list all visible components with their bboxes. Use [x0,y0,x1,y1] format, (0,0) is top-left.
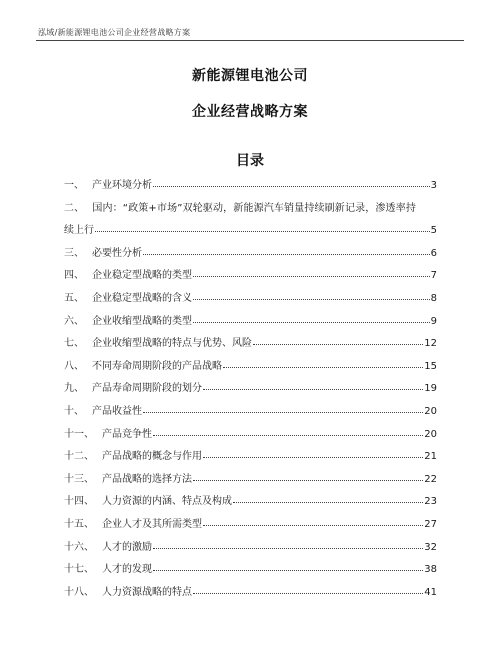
toc-leader-dots [203,379,423,390]
table-of-contents [64,175,437,604]
toc-entry[interactable] [64,424,437,447]
toc-entry-number: 五、 [64,292,84,304]
toc-entry-title: 必要性分析 [92,247,142,259]
toc-entry-number: 十五、 [64,518,94,530]
document-title-line2: 企业经营战略方案 [192,104,308,120]
toc-entry-page: 22 [424,473,437,485]
toc-entry-title-line1: 国内：“政策+市场”双轮驱动，新能源汽车销量持续刷新记录，渗透率持 [92,202,417,214]
toc-leader-dots [193,312,430,323]
toc-heading: 目录 [236,153,264,169]
toc-entry-page: 8 [430,292,437,304]
toc-entry-title: 企业收缩型战略的特点与优势、风险 [92,338,252,350]
toc-entry[interactable] [64,378,437,401]
toc-entry-page: 20 [424,405,437,417]
toc-entry-title: 产品战略的概念与作用 [102,451,202,463]
toc-leader-dots [143,402,423,413]
toc-entry-number: 七、 [64,338,84,350]
toc-entry-page: 38 [424,564,437,576]
header-rule [36,40,464,41]
toc-entry-title: 人才的发现 [102,564,152,576]
toc-entry-title: 企业人才及其所需类型 [102,518,202,530]
toc-entry[interactable] [64,311,437,334]
toc-entry[interactable] [64,491,437,514]
toc-entry[interactable] [64,198,437,221]
toc-entry[interactable] [64,446,437,469]
toc-entry-title: 产品寿命周期阶段的划分 [92,383,202,395]
toc-entry-page: 20 [424,428,437,440]
toc-entry-title: 人力资源战略的特点 [102,586,192,598]
toc-entry-number: 十三、 [64,473,94,485]
toc-entry-page: 21 [424,451,437,463]
toc-leader-dots [153,560,423,571]
toc-entry-number: 六、 [64,315,84,327]
toc-entry-page: 41 [424,586,437,598]
toc-entry-number: 十八、 [64,586,94,598]
toc-entry-number: 八、 [64,360,84,372]
toc-entry-page: 7 [430,270,437,282]
toc-leader-dots [193,583,423,594]
toc-leader-dots [153,425,423,436]
toc-leader-dots [253,334,423,345]
toc-entry-title: 企业稳定型战略的类型 [92,270,192,282]
toc-entry-page: 12 [424,338,437,350]
toc-entry[interactable] [64,265,437,288]
toc-entry[interactable] [64,514,437,537]
toc-entry-title: 企业收缩型战略的类型 [92,315,192,327]
toc-leader-dots [95,221,430,232]
toc-entry-page: 6 [430,247,437,259]
toc-entry-number: 一、 [64,180,84,191]
toc-entry-title: 产业环境分析 [92,180,152,191]
toc-entry-number: 十二、 [64,451,94,463]
toc-entry-page: 9 [430,315,437,327]
toc-entry[interactable] [64,288,437,311]
toc-entry[interactable] [64,175,437,198]
toc-leader-dots [143,244,430,255]
toc-entry-number: 九、 [64,383,84,395]
toc-entry-page: 15 [424,360,437,372]
toc-entry-title: 人才的激励 [102,541,152,553]
toc-entry-title: 产品竞争性 [102,428,152,440]
toc-leader-dots [223,357,423,368]
toc-entry[interactable] [64,469,437,492]
toc-entry-page: 5 [430,225,437,237]
toc-entry-page: 27 [424,518,437,530]
toc-entry-title-line2: 续上行 [64,225,94,237]
toc-entry-number: 十六、 [64,541,94,553]
toc-entry[interactable] [64,401,437,424]
toc-entry-number: 十七、 [64,564,94,576]
toc-entry[interactable] [64,582,437,605]
toc-entry-title: 产品战略的选择方法 [102,473,192,485]
toc-entry[interactable] [64,333,437,356]
document-title-line1: 新能源锂电池公司 [192,68,308,84]
toc-entry[interactable] [64,559,437,582]
toc-entry-title: 人力资源的内涵、特点及构成 [102,496,232,508]
toc-leader-dots [193,470,423,481]
toc-leader-dots [153,176,430,187]
toc-leader-dots [193,266,430,277]
toc-leader-dots [153,538,423,549]
toc-entry-title: 产品收益性 [92,405,142,417]
toc-leader-dots [193,289,430,300]
toc-entry-number: 十四、 [64,496,94,508]
toc-leader-dots [233,492,423,503]
toc-entry-page: 23 [424,496,437,508]
toc-entry-number: 四、 [64,270,84,282]
toc-entry-page: 3 [430,180,437,191]
toc-entry[interactable] [64,537,437,560]
toc-entry-number: 三、 [64,247,84,259]
toc-entry-page: 32 [424,541,437,553]
toc-entry-number: 二、 [64,202,85,214]
toc-entry-page: 19 [424,383,437,395]
toc-leader-dots [203,447,423,458]
toc-entry[interactable] [64,356,437,379]
running-header: 泓域/新能源锂电池公司企业经营战略方案 [38,28,191,37]
toc-entry-number: 十、 [64,405,84,417]
toc-entry-number: 十一、 [64,428,94,440]
toc-entry-continuation[interactable] [64,220,437,243]
toc-entry[interactable] [64,243,437,266]
toc-entry-title: 企业稳定型战略的含义 [92,292,192,304]
toc-entry-title: 不同寿命周期阶段的产品战略 [92,360,222,372]
toc-leader-dots [203,515,423,526]
